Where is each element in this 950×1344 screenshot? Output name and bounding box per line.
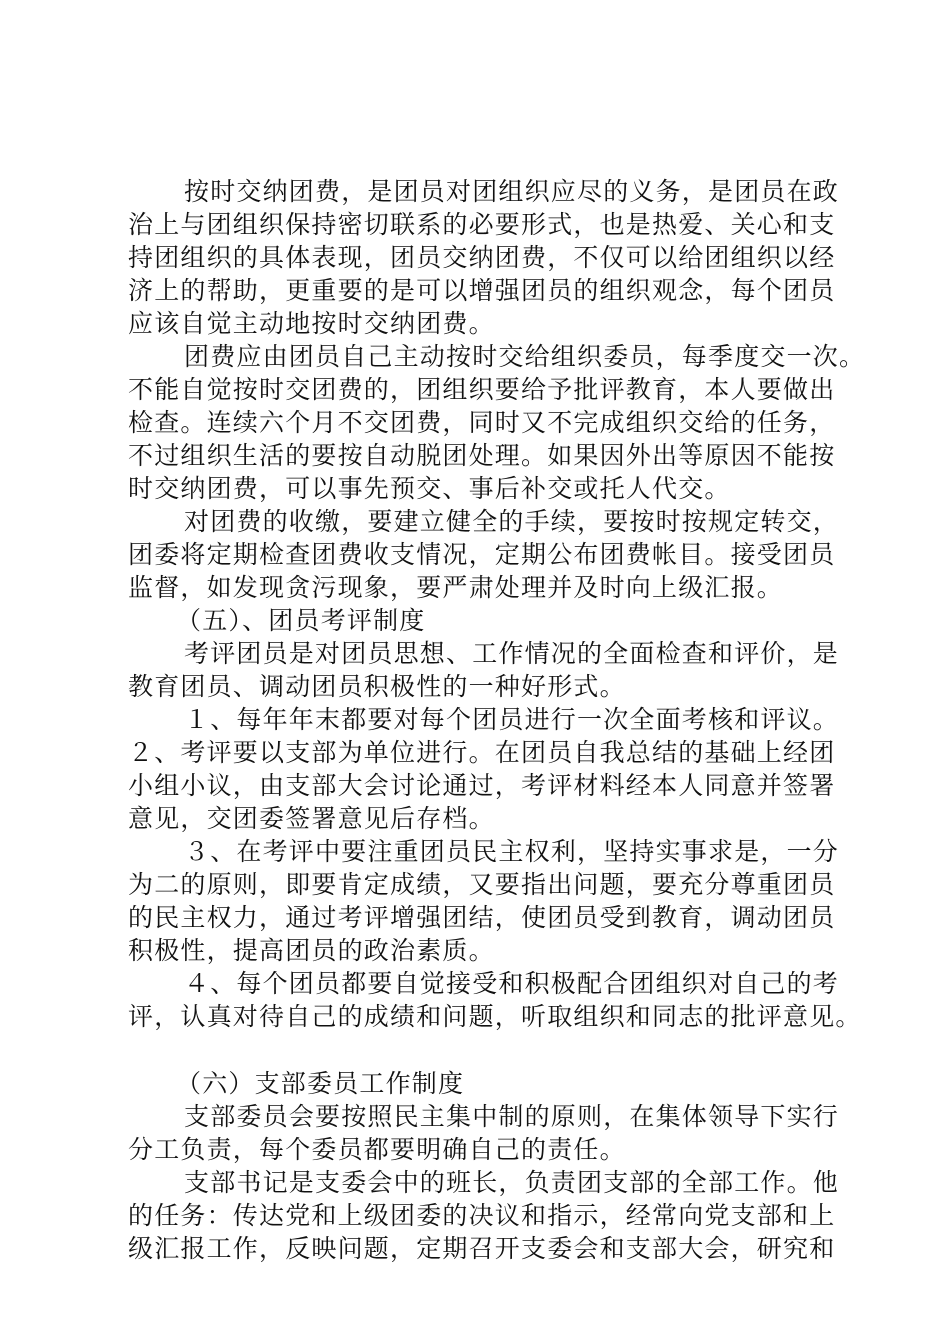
text-line: 济上的帮助，更重要的是可以增强团员的组织观念，每个团员: [128, 276, 836, 305]
text-line: 团委将定期检查团费收支情况，定期公布团费帐目。接受团员: [128, 540, 836, 569]
text-line: 的任务：传达党和上级团委的决议和指示，经常向党支部和上: [128, 1201, 836, 1230]
text-line: ２、考评要以支部为单位进行。在团员自我总结的基础上经团: [128, 738, 836, 767]
text-line: 不过组织生活的要按自动脱团处理。如果因外出等原因不能按: [128, 441, 836, 470]
text-line: 不能自觉按时交团费的，团组织要给予批评教育，本人要做出: [128, 375, 836, 404]
text-line: 时交纳团费，可以事先预交、事后补交或托人代交。: [128, 474, 731, 503]
text-line: 意见，交团委签署意见后存档。: [128, 804, 495, 833]
text-line: 级汇报工作，反映问题，定期召开支委会和支部大会，研究和: [128, 1234, 836, 1263]
text-line: 应该自觉主动地按时交纳团费。: [128, 309, 495, 338]
text-line: 考评团员是对团员思想、工作情况的全面检查和评价，是: [184, 639, 840, 668]
text-line: 支部书记是支委会中的班长，负责团支部的全部工作。他: [184, 1168, 840, 1197]
text-line: 检查。连续六个月不交团费，同时又不完成组织交给的任务，: [128, 408, 836, 437]
text-line: 的民主权力，通过考评增强团结，使团员受到教育，调动团员: [128, 903, 836, 932]
text-line: 分工负责，每个委员都要明确自己的责任。: [128, 1135, 626, 1164]
text-line: 监督，如发现贪污现象，要严肃处理并及时向上级汇报。: [128, 573, 784, 602]
text-line: ３、在考评中要注重团员民主权利，坚持实事求是，一分: [184, 837, 840, 866]
text-line: 支部委员会要按照民主集中制的原则，在集体领导下实行: [184, 1102, 840, 1131]
text-line: ４、每个团员都要自觉接受和积极配合团组织对自己的考: [184, 969, 840, 998]
text-line: 积极性，提高团员的政治素质。: [128, 936, 495, 965]
text-line: １、每年年末都要对每个团员进行一次全面考核和评议。: [184, 705, 840, 734]
text-line: 持团组织的具体表现，团员交纳团费，不仅可以给团组织以经: [128, 243, 836, 272]
text-line: 教育团员、调动团员积极性的一种好形式。: [128, 672, 626, 701]
text-line: 小组小议，由支部大会讨论通过，考评材料经本人同意并签署: [128, 771, 836, 800]
text-line: 对团费的收缴，要建立健全的手续，要按时按规定转交，: [184, 507, 840, 536]
text-line: 按时交纳团费，是团员对团组织应尽的义务，是团员在政: [184, 177, 840, 206]
text-line: 为二的原则，即要肯定成绩，又要指出问题，要充分尊重团员: [128, 870, 836, 899]
text-line: 治上与团组织保持密切联系的必要形式，也是热爱、关心和支: [128, 210, 836, 239]
text-line: 评，认真对待自己的成绩和问题，听取组织和同志的批评意见。: [128, 1002, 862, 1031]
text-line: 团费应由团员自己主动按时交给组织委员，每季度交一次。: [184, 342, 866, 371]
section-heading: （六）支部委员工作制度: [176, 1069, 465, 1098]
section-heading: （五）、团员考评制度: [176, 606, 426, 635]
